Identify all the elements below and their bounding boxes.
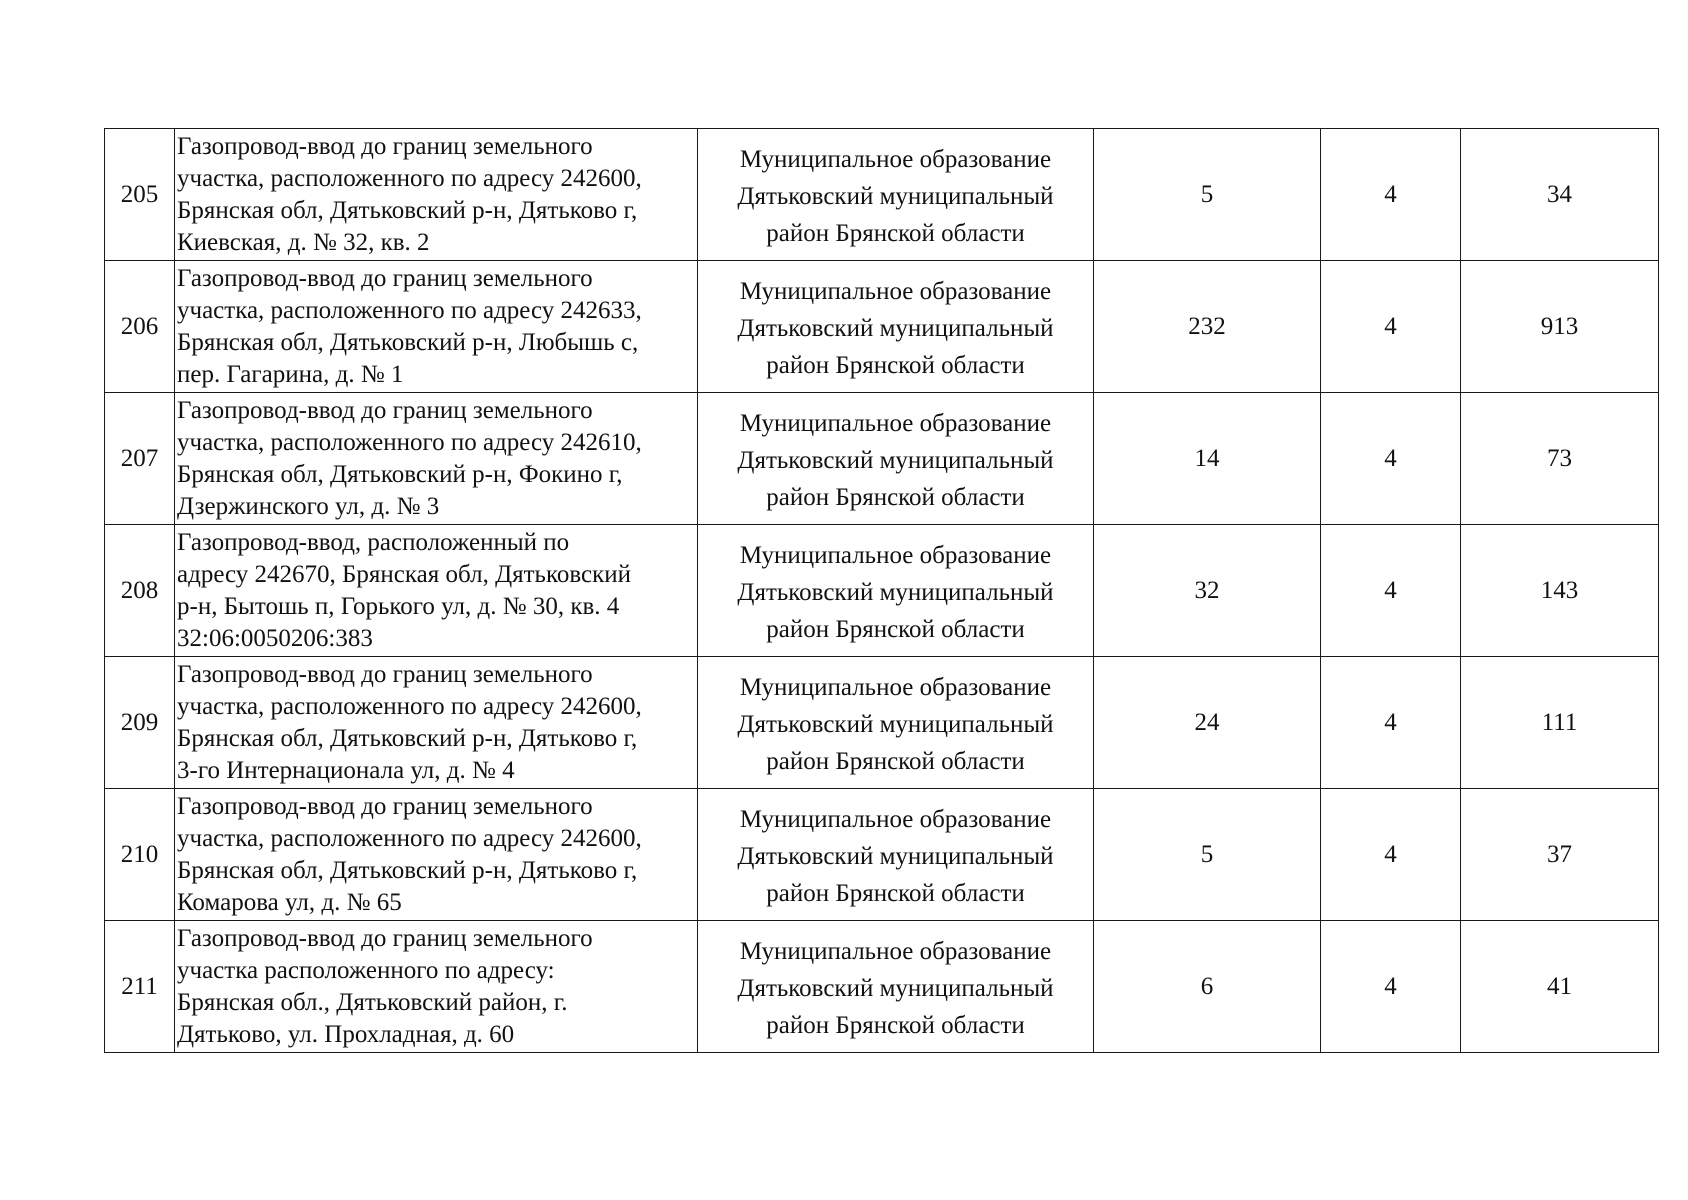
- value-cell-3: [1461, 657, 1659, 789]
- object-name-cell: [175, 129, 698, 261]
- row-number: 211: [121, 972, 158, 1000]
- value-2: 4: [1384, 708, 1397, 736]
- row-number-cell: [105, 657, 175, 789]
- value-1: 232: [1188, 312, 1226, 340]
- value-1: 24: [1194, 708, 1220, 736]
- value-2: 4: [1384, 972, 1397, 1000]
- table-body: [105, 129, 1659, 1053]
- row-number-cell: [105, 789, 175, 921]
- owner-cell: [698, 657, 1094, 789]
- value-3: 37: [1547, 840, 1572, 868]
- row-number-cell: [105, 525, 175, 657]
- value-2: 4: [1384, 312, 1397, 340]
- row-number: 210: [120, 840, 159, 868]
- owner-name: Муниципальное образование Дятьковский муниципальный район Брянской области: [737, 409, 1054, 511]
- value-cell-1: [1094, 921, 1321, 1053]
- table-row: [105, 657, 1659, 789]
- row-number: 209: [120, 708, 159, 736]
- value-3: 41: [1547, 972, 1572, 1000]
- row-number: 208: [120, 576, 159, 604]
- value-1: 5: [1200, 840, 1214, 868]
- object-name: Газопровод-ввод до границ земельного участка, расположенного по адресу 242633, Брянская обл, Дятьковский р-н, Любышь с, пер. Гагарина, д. № 1: [177, 265, 642, 388]
- owner-cell: [698, 393, 1094, 525]
- value-cell-3: [1461, 261, 1659, 393]
- property-registry-table: [104, 128, 1659, 1053]
- value-cell-2: [1321, 525, 1461, 657]
- owner-cell: [698, 789, 1094, 921]
- value-1: 5: [1200, 180, 1214, 208]
- value-cell-2: [1321, 921, 1461, 1053]
- table-row: [105, 921, 1659, 1053]
- row-number-cell: [105, 393, 175, 525]
- owner-cell: [698, 129, 1094, 261]
- row-number: 205: [120, 180, 159, 208]
- value-3: 34: [1547, 180, 1572, 208]
- owner-name: Муниципальное образование Дятьковский муниципальный район Брянской области: [737, 541, 1054, 643]
- value-cell-1: [1094, 789, 1321, 921]
- value-cell-1: [1094, 129, 1321, 261]
- object-name-cell: [175, 921, 698, 1053]
- object-name-cell: [175, 393, 698, 525]
- table-row: [105, 789, 1659, 921]
- value-3: 143: [1540, 576, 1579, 604]
- value-cell-2: [1321, 789, 1461, 921]
- value-cell-3: [1461, 393, 1659, 525]
- value-cell-2: [1321, 393, 1461, 525]
- object-name-cell: [175, 789, 698, 921]
- owner-name: Муниципальное образование Дятьковский муниципальный район Брянской области: [737, 277, 1054, 379]
- value-cell-1: [1094, 261, 1321, 393]
- value-2: 4: [1384, 444, 1397, 472]
- object-name: Газопровод-ввод до границ земельного участка, расположенного по адресу 242610, Брянская обл, Дятьковский р-н, Фокино г, Дзержинского ул, д. № 3: [177, 397, 642, 520]
- value-2: 4: [1384, 576, 1397, 604]
- owner-cell: [698, 921, 1094, 1053]
- value-2: 4: [1384, 840, 1397, 868]
- table-row: [105, 393, 1659, 525]
- owner-name: Муниципальное образование Дятьковский муниципальный район Брянской области: [737, 145, 1054, 247]
- row-number-cell: [105, 129, 175, 261]
- owner-name: Муниципальное образование Дятьковский муниципальный район Брянской области: [737, 805, 1054, 907]
- value-cell-2: [1321, 657, 1461, 789]
- owner-cell: [698, 525, 1094, 657]
- value-cell-1: [1094, 393, 1321, 525]
- value-1: 32: [1194, 576, 1220, 604]
- object-name-cell: [175, 261, 698, 393]
- value-3: 111: [1541, 708, 1578, 736]
- value-cell-2: [1321, 129, 1461, 261]
- row-number: 207: [120, 444, 159, 472]
- value-1: 14: [1194, 444, 1220, 472]
- value-3: 913: [1540, 312, 1579, 340]
- row-number-cell: [105, 921, 175, 1053]
- value-cell-2: [1321, 261, 1461, 393]
- value-2: 4: [1384, 180, 1397, 208]
- owner-cell: [698, 261, 1094, 393]
- value-cell-3: [1461, 525, 1659, 657]
- owner-name: Муниципальное образование Дятьковский муниципальный район Брянской области: [737, 937, 1054, 1039]
- object-name: Газопровод-ввод до границ земельного участка, расположенного по адресу 242600, Брянская обл, Дятьковский р-н, Дятьково г, Комарова ул, д. № 65: [177, 793, 642, 916]
- owner-name: Муниципальное образование Дятьковский муниципальный район Брянской области: [737, 673, 1054, 775]
- table-row: [105, 129, 1659, 261]
- table-row: [105, 525, 1659, 657]
- value-cell-3: [1461, 129, 1659, 261]
- object-name-cell: [175, 525, 698, 657]
- value-cell-3: [1461, 789, 1659, 921]
- row-number-cell: [105, 261, 175, 393]
- object-name: Газопровод-ввод до границ земельного участка, расположенного по адресу 242600, Брянская обл, Дятьковский р-н, Дятьково г, 3-го Интернационала ул, д. № 4: [177, 661, 642, 784]
- object-name-cell: [175, 657, 698, 789]
- object-name: Газопровод-ввод до границ земельного участка расположенного по адресу: Брянская обл., Дятьковский район, г. Дятьково, ул. Прохладная, д. 60: [177, 925, 593, 1048]
- table-row: [105, 261, 1659, 393]
- value-cell-1: [1094, 657, 1321, 789]
- object-name: Газопровод-ввод до границ земельного участка, расположенного по адресу 242600, Брянская обл, Дятьковский р-н, Дятьково г, Киевская, д. № 32, кв. 2: [177, 133, 642, 256]
- value-1: 6: [1200, 972, 1214, 1000]
- value-cell-1: [1094, 525, 1321, 657]
- object-name: Газопровод-ввод, расположенный по адресу 242670, Брянская обл, Дятьковский р-н, Бытошь п, Горького ул, д. № 30, кв. 4 32:06:0050206:383: [177, 529, 631, 652]
- value-cell-3: [1461, 921, 1659, 1053]
- row-number: 206: [120, 312, 159, 340]
- value-3: 73: [1547, 444, 1572, 472]
